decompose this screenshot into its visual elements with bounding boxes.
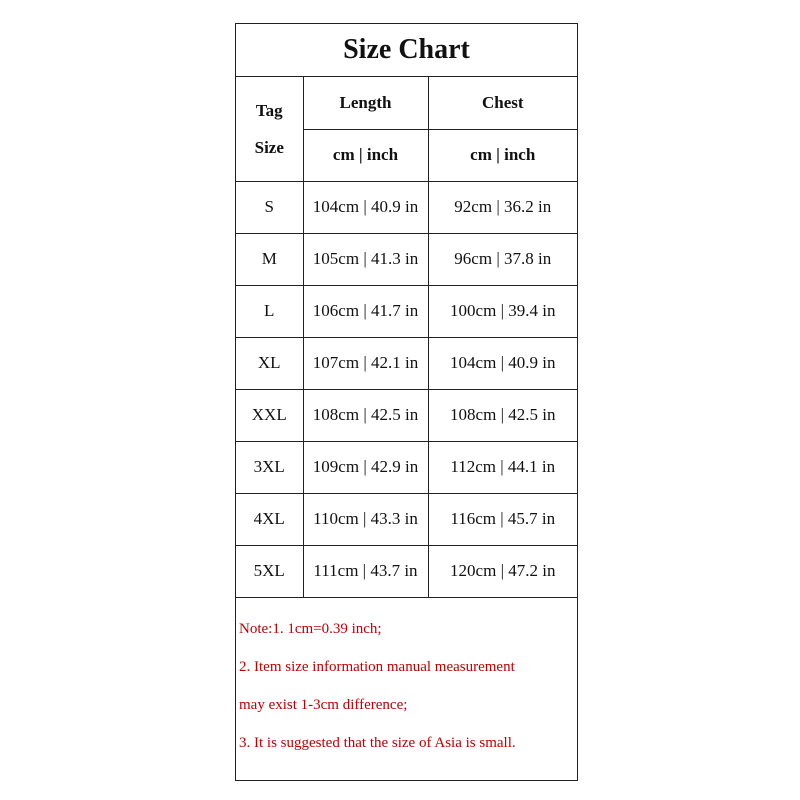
- size-cell: 3XL: [236, 441, 303, 493]
- size-cell: XL: [236, 337, 303, 389]
- size-cell: M: [236, 233, 303, 285]
- size-chart: [235, 23, 578, 781]
- length-cell: 107cm | 42.1 in: [303, 337, 428, 389]
- chest-header: Chest: [428, 77, 577, 129]
- chest-cell: 92cm | 36.2 in: [428, 181, 577, 233]
- chart-title: Size Chart: [236, 24, 577, 77]
- table-row: [236, 389, 577, 441]
- table-row: [236, 545, 577, 597]
- chest-cell: 104cm | 40.9 in: [428, 337, 577, 389]
- length-cell: 110cm | 43.3 in: [303, 493, 428, 545]
- size-cell: L: [236, 285, 303, 337]
- length-cell: 105cm | 41.3 in: [303, 233, 428, 285]
- note-line: 2. Item size information manual measurement: [239, 658, 515, 675]
- length-cell: 108cm | 42.5 in: [303, 389, 428, 441]
- header-row: [236, 77, 577, 129]
- chest-cell: 120cm | 47.2 in: [428, 545, 577, 597]
- table-row: [236, 285, 577, 337]
- tag-size-header-line1: Tag: [255, 100, 283, 120]
- table-row: [236, 181, 577, 233]
- size-cell: 5XL: [236, 545, 303, 597]
- note-line: 3. It is suggested that the size of Asia is small.: [239, 734, 516, 751]
- table-row: [236, 441, 577, 493]
- length-cell: 106cm | 41.7 in: [303, 285, 428, 337]
- chest-cell: 112cm | 44.1 in: [428, 441, 577, 493]
- table-row: [236, 233, 577, 285]
- length-cell: 104cm | 40.9 in: [303, 181, 428, 233]
- chest-cell: 108cm | 42.5 in: [428, 389, 577, 441]
- length-cell: 109cm | 42.9 in: [303, 441, 428, 493]
- length-units-header: cm | inch: [303, 129, 428, 181]
- size-table: [236, 77, 577, 598]
- note-line: Note:1. 1cm=0.39 inch;: [239, 620, 382, 637]
- length-cell: 111cm | 43.7 in: [303, 545, 428, 597]
- chest-cell: 96cm | 37.8 in: [428, 233, 577, 285]
- note-line: may exist 1-3cm difference;: [239, 696, 408, 713]
- tag-size-header-line2: Size: [254, 137, 284, 157]
- chest-cell: 100cm | 39.4 in: [428, 285, 577, 337]
- size-cell: 4XL: [236, 493, 303, 545]
- tag-size-header: [236, 77, 303, 181]
- table-row: [236, 493, 577, 545]
- chest-cell: 116cm | 45.7 in: [428, 493, 577, 545]
- notes-section: [236, 610, 577, 762]
- size-cell: S: [236, 181, 303, 233]
- size-cell: XXL: [236, 389, 303, 441]
- length-header: Length: [303, 77, 428, 129]
- chest-units-header: cm | inch: [428, 129, 577, 181]
- table-row: [236, 337, 577, 389]
